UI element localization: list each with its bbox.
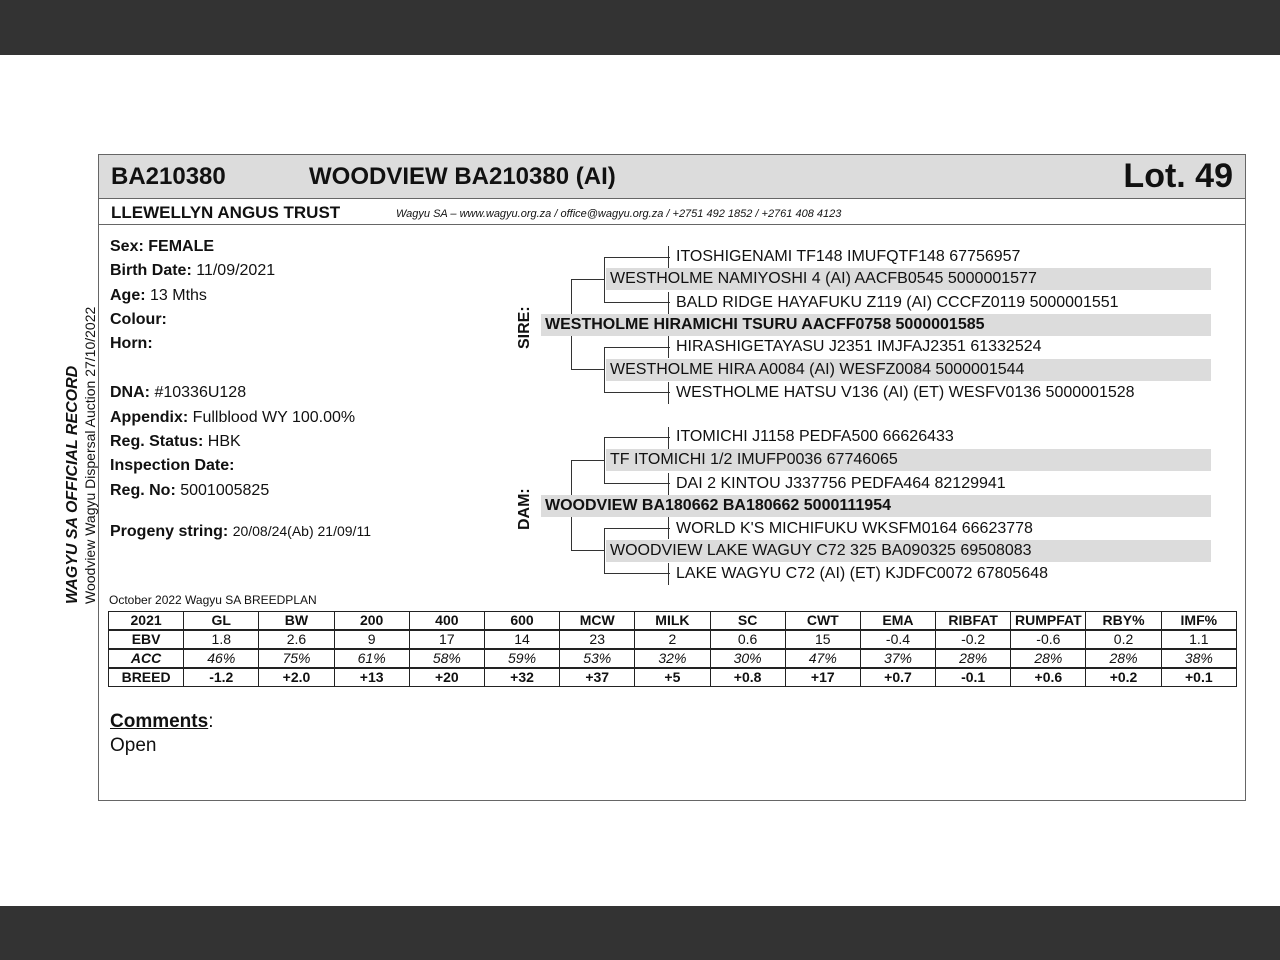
ebv-cell: 17	[409, 630, 484, 649]
age-row: Age: 13 Mths	[110, 287, 207, 304]
acc-cell: 46%	[184, 649, 259, 668]
appendix-row: Appendix: Fullblood WY 100.00%	[110, 409, 356, 426]
header-cell: 400	[409, 612, 484, 631]
auction-subtitle: Woodview Wagyu Dispersal Auction 27/10/2022	[82, 306, 98, 604]
lot-card	[98, 154, 1246, 801]
acc-cell: 75%	[259, 649, 334, 668]
dam-dam-dam: LAKE WAGYU C72 (AI) (ET) KJDFC0072 67805648	[676, 565, 1048, 582]
header-cell: GL	[184, 612, 259, 631]
year-cell: 2021	[109, 612, 184, 631]
sire-sire-dam: BALD RIDGE HAYAFUKU Z119 (AI) CCCFZ0119 5000001551	[676, 294, 1119, 311]
ebv-cell: -0.2	[936, 630, 1011, 649]
acc-cell: 28%	[1011, 649, 1086, 668]
breed-cell: +5	[635, 668, 710, 687]
owner-row	[99, 199, 1245, 225]
breed-cell: -1.2	[184, 668, 259, 687]
header-cell: BW	[259, 612, 334, 631]
acc-cell: 38%	[1161, 649, 1236, 668]
ebv-cell: -0.4	[860, 630, 935, 649]
breedplan-table	[108, 611, 1237, 687]
acc-cell: 30%	[710, 649, 785, 668]
header-cell: SC	[710, 612, 785, 631]
comments-heading: Comments:	[110, 711, 214, 732]
sex-row: Sex: FEMALE	[110, 238, 215, 255]
breed-cell: +0.7	[860, 668, 935, 687]
header-cell: 200	[334, 612, 409, 631]
ebv-cell: 0.6	[710, 630, 785, 649]
header-cell: RUMPFAT	[1011, 612, 1086, 631]
acc-cell: 47%	[785, 649, 860, 668]
header-cell: IMF%	[1161, 612, 1236, 631]
breed-cell: +13	[334, 668, 409, 687]
top-bar	[0, 0, 1280, 55]
header-cell: CWT	[785, 612, 860, 631]
ebv-cell: 0.2	[1086, 630, 1161, 649]
dam-dam: WOODVIEW LAKE WAGUY C72 325 BA090325 69508083	[606, 540, 1211, 562]
horn-row: Horn:	[110, 335, 153, 352]
lot-number: Lot. 49	[1123, 157, 1233, 195]
breed-cell: +2.0	[259, 668, 334, 687]
ebv-cell: 23	[560, 630, 635, 649]
ebv-label: EBV	[109, 630, 184, 649]
dam-dam-sire: WORLD K'S MICHIFUKU WKSFM0164 66623778	[676, 520, 1033, 537]
header-cell: MILK	[635, 612, 710, 631]
acc-cell: 28%	[936, 649, 1011, 668]
acc-cell: 28%	[1086, 649, 1161, 668]
sire-dam-sire: HIRASHIGETAYASU J2351 IMJFAJ2351 61332524	[676, 338, 1042, 355]
bottom-bar	[0, 906, 1280, 960]
acc-cell: 59%	[484, 649, 559, 668]
acc-cell: 53%	[560, 649, 635, 668]
ebv-cell: 1.1	[1161, 630, 1236, 649]
table-header-row	[109, 612, 1237, 631]
acc-cell: 37%	[860, 649, 935, 668]
reg-no-row: Reg. No: 5001005825	[110, 482, 270, 499]
sire-dam: WESTHOLME HIRA A0084 (AI) WESFZ0084 5000001544	[606, 359, 1211, 381]
reg-status-row: Reg. Status: HBK	[110, 433, 241, 450]
acc-cell: 58%	[409, 649, 484, 668]
sire-label: SIRE:	[516, 306, 533, 349]
card-header	[99, 155, 1245, 199]
breed-cell: +32	[484, 668, 559, 687]
dam: WOODVIEW BA180662 BA180662 5000111954	[541, 495, 1211, 517]
acc-row	[109, 649, 1237, 668]
breed-cell: +0.6	[1011, 668, 1086, 687]
contact-info: Wagyu SA – www.wagyu.org.za / office@wagyu.org.za / +2751 492 1852 / +2761 408 4123	[396, 208, 842, 220]
animal-id: BA210380	[111, 163, 226, 190]
birth-date-row: Birth Date: 11/09/2021	[110, 262, 276, 279]
dna-row: DNA: #10336U128	[110, 384, 247, 401]
acc-cell: 32%	[635, 649, 710, 668]
breedplan-title: October 2022 Wagyu SA BREEDPLAN	[109, 593, 317, 607]
header-cell: MCW	[560, 612, 635, 631]
breed-row	[109, 668, 1237, 687]
sire-sire-sire: ITOSHIGENAMI TF148 IMUFQTF148 67756957	[676, 248, 1021, 265]
ebv-cell: 14	[484, 630, 559, 649]
animal-name: WOODVIEW BA210380 (AI)	[309, 163, 616, 190]
acc-cell: 61%	[334, 649, 409, 668]
header-cell: RIBFAT	[936, 612, 1011, 631]
comments-value: Open	[110, 735, 157, 756]
ebv-cell: 1.8	[184, 630, 259, 649]
dam-sire: TF ITOMICHI 1/2 IMUFP0036 67746065	[606, 449, 1211, 471]
ebv-cell: -0.6	[1011, 630, 1086, 649]
progeny-row: Progeny string: 20/08/24(Ab) 21/09/11	[110, 523, 371, 540]
ebv-row	[109, 630, 1237, 649]
dam-label: DAM:	[516, 488, 533, 530]
breed-cell: +0.2	[1086, 668, 1161, 687]
official-record-title: WAGYU SA OFFICIAL RECORD	[64, 365, 81, 604]
breed-cell: +0.8	[710, 668, 785, 687]
sire-dam-dam: WESTHOLME HATSU V136 (AI) (ET) WESFV0136 5000001528	[676, 384, 1135, 401]
dam-sire-dam: DAI 2 KINTOU J337756 PEDFA464 82129941	[676, 475, 1006, 492]
sire-sire: WESTHOLME NAMIYOSHI 4 (AI) AACFB0545 5000001577	[606, 268, 1211, 290]
header-cell: EMA	[860, 612, 935, 631]
official-record-label	[64, 304, 98, 604]
sire: WESTHOLME HIRAMICHI TSURU AACFF0758 5000001585	[541, 314, 1211, 336]
breed-label: BREED	[109, 668, 184, 687]
header-cell: RBY%	[1086, 612, 1161, 631]
ebv-cell: 2.6	[259, 630, 334, 649]
dam-sire-sire: ITOMICHI J1158 PEDFA500 66626433	[676, 428, 954, 445]
colour-row: Colour:	[110, 311, 167, 328]
header-cell: 600	[484, 612, 559, 631]
breed-cell: +20	[409, 668, 484, 687]
ebv-cell: 2	[635, 630, 710, 649]
breed-cell: +17	[785, 668, 860, 687]
ebv-cell: 15	[785, 630, 860, 649]
inspection-date-row: Inspection Date:	[110, 457, 235, 474]
breed-cell: +0.1	[1161, 668, 1236, 687]
acc-label: ACC	[109, 649, 184, 668]
breed-cell: -0.1	[936, 668, 1011, 687]
breed-cell: +37	[560, 668, 635, 687]
owner-name: LLEWELLYN ANGUS TRUST	[111, 203, 341, 222]
ebv-cell: 9	[334, 630, 409, 649]
